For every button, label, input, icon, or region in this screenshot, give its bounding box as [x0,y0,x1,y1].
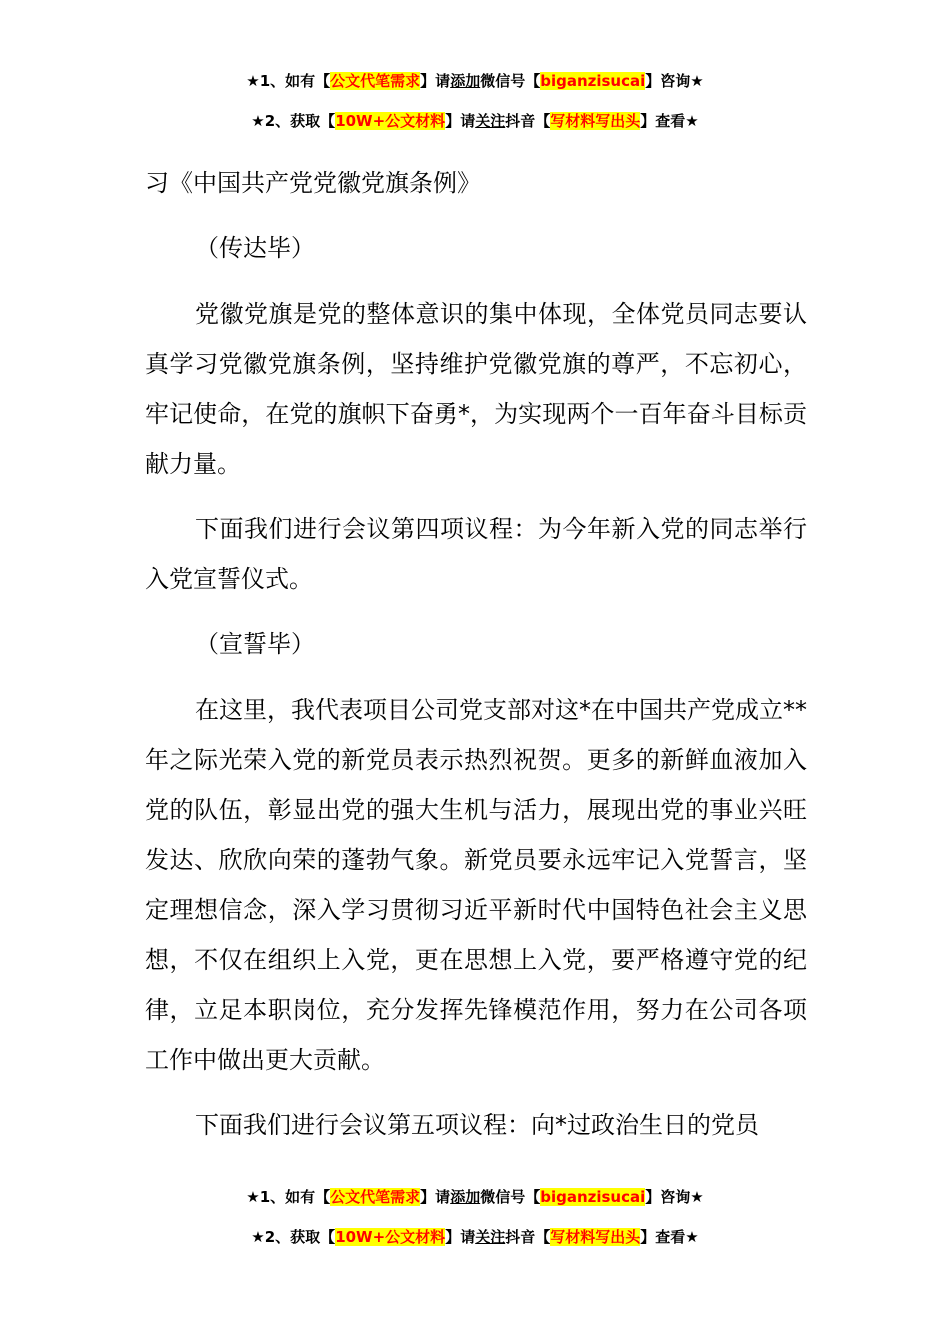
paragraph-relay-note: （传达毕） [195,234,315,262]
footer-promo-line-1 [0,1186,950,1208]
promo-prefix: ★1、如有【 [246,72,331,90]
promo-underline-text: 添加 [450,1188,481,1206]
promo-text: 抖音【 [505,1228,551,1246]
paragraph-title-fragment: 习《中国共产党党徽党旗条例》 [145,169,481,197]
promo-text: 】请 [445,112,476,130]
header-promo-line-2 [0,110,950,132]
promo-highlight-douyin-id: 写材料写出头 [550,1228,641,1246]
promo-underline-text: 添加 [450,72,481,90]
promo-text: 】请 [420,1188,451,1206]
paragraph-congratulations: 在这里，我代表项目公司党支部对这*在中国共产党成立**年之际光荣入党的新党员表示热烈祝贺。更多的新鲜血液加入党的队伍，彰显出党的强大生机与活力，展现出党的事业兴旺发达、欣欣向荣的蓬勃气象。新党员要永远牢记入党誓言，坚定理想信念，深入学习贯彻习近平新时代中国特色社会主义思想，不仅在组织上入党，更在思想上入党，要严格遵守党的纪律，立足本职岗位，充分发挥先锋模范作用，努力在公司各项工作中做出更大贡献。 [145,696,807,1074]
header-promo-line-1 [0,70,950,92]
promo-highlight-service: 公文代笔需求 [330,1188,421,1206]
paragraph-emblem-flag: 党徽党旗是党的整体意识的集中体现，全体党员同志要认真学习党徽党旗条例，坚持维护党徽党旗的尊严，不忘初心，牢记使命，在党的旗帜下奋勇*，为实现两个一百年奋斗目标贡献力量。 [145,300,807,478]
promo-text: 微信号【 [480,72,541,90]
promo-prefix: ★2、获取【 [251,1228,336,1246]
promo-highlight-materials: 10W+公文材料 [335,112,446,130]
promo-suffix: 】查看★ [640,112,699,130]
paragraph-agenda-four: 下面我们进行会议第四项议程：为今年新入党的同志举行入党宣誓仪式。 [145,515,807,593]
promo-suffix: 】查看★ [640,1228,699,1246]
promo-text: 抖音【 [505,112,551,130]
promo-suffix: 】咨询★ [645,1188,704,1206]
footer-promo-line-2 [0,1226,950,1248]
promo-underline-text: 关注 [475,112,506,130]
promo-highlight-materials: 10W+公文材料 [335,1228,446,1246]
paragraph-oath-note: （宣誓毕） [195,630,315,658]
promo-highlight-wechat-id: biganzisucai [540,72,646,90]
promo-text: 】请 [420,72,451,90]
promo-highlight-wechat-id: biganzisucai [540,1188,646,1206]
promo-highlight-douyin-id: 写材料写出头 [550,112,641,130]
paragraph-agenda-five: 下面我们进行会议第五项议程：向*过政治生日的党员 [195,1111,759,1139]
promo-suffix: 】咨询★ [645,72,704,90]
promo-text: 微信号【 [480,1188,541,1206]
promo-underline-text: 关注 [475,1228,506,1246]
promo-highlight-service: 公文代笔需求 [330,72,421,90]
promo-prefix: ★1、如有【 [246,1188,331,1206]
promo-text: 】请 [445,1228,476,1246]
promo-prefix: ★2、获取【 [251,112,336,130]
